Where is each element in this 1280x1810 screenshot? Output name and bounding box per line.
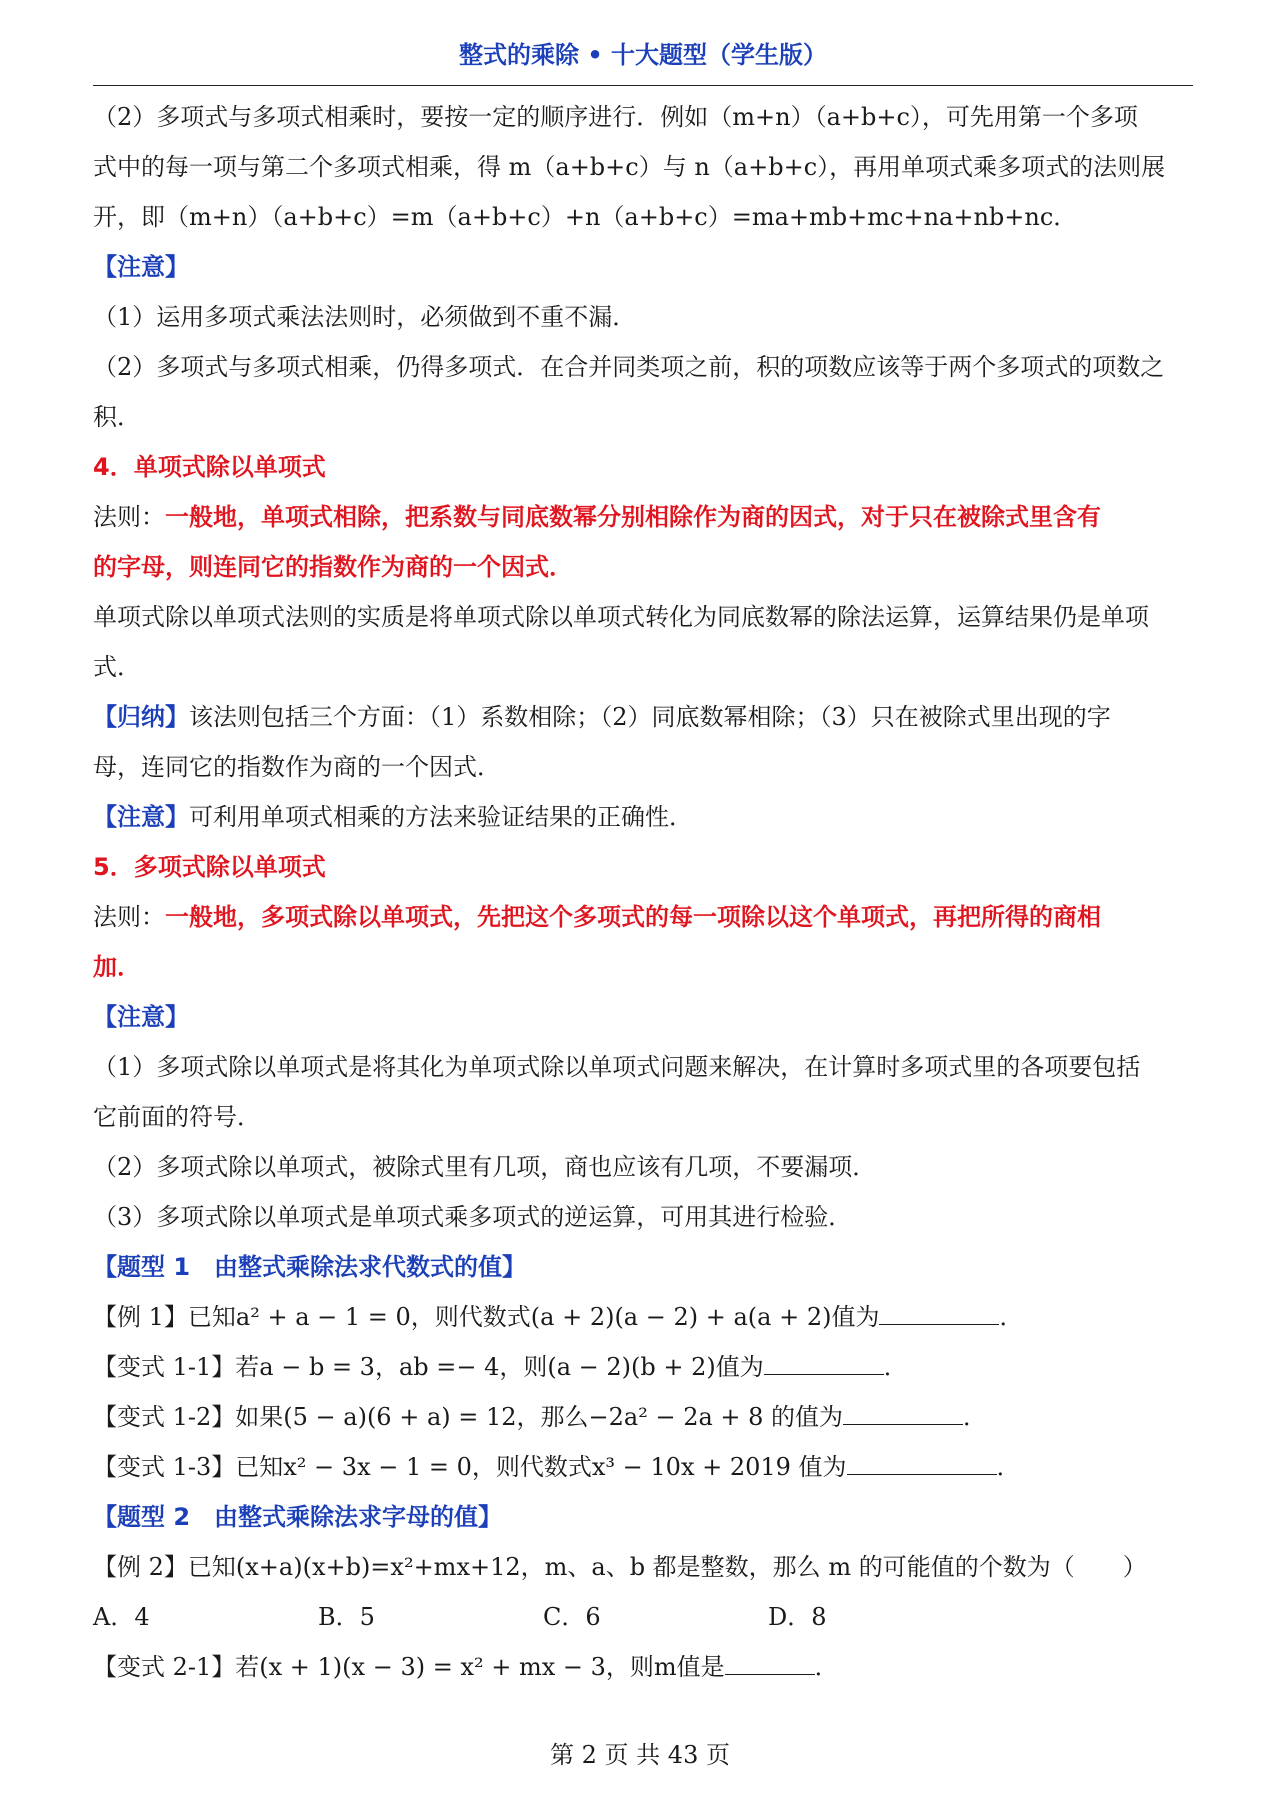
type1-variant-3 (93, 1442, 1193, 1492)
page-header (93, 30, 1193, 86)
page-number: 第 2 页 共 43 页 (550, 1741, 730, 1769)
note1-item-3: 积． (93, 403, 141, 431)
type1-variant-3-text: 【变式 1-3】已知x² − 3x − 1 = 0，则代数式x³ − 10x + 2019 值为 (93, 1453, 847, 1481)
type1-example-text: 【例 1】已知a² + a − 1 = 0，则代数式(a + 2)(a − 2) + a(a + 2)值为 (93, 1303, 880, 1331)
section4-summary-line-2: 母，连同它的指数作为商的一个因式． (93, 753, 501, 781)
section4-essence-line-1: 单项式除以单项式法则的实质是将单项式除以单项式转化为同底数幂的除法运算，运算结果仍是单项 (93, 603, 1149, 631)
type2-title: 【题型 2 由整式乘除法求字母的值】 (93, 1503, 503, 1531)
type1-variant-2-text: 【变式 1-2】如果(5 − a)(6 + a) = 12，那么−2a² − 2a + 8 的值为 (93, 1403, 844, 1431)
type1-variant-1-text: 【变式 1-1】若a − b = 3，ab =− 4，则(a − 2)(b + 2)值为 (93, 1353, 764, 1381)
type2-example: 【例 2】已知(x+a)(x+b)=x²+mx+12，m、a、b 都是整数，那么 m 的可能值的个数为（ ） (93, 1553, 1147, 1581)
answer-blank (764, 1344, 884, 1375)
period: ． (996, 1453, 1021, 1481)
period: ． (963, 1403, 988, 1431)
choice-c: C．6 (543, 1603, 601, 1631)
section4-essence-line-2: 式． (93, 653, 141, 681)
section5-note-4: （3）多项式除以单项式是单项式乘多项式的逆运算，可用其进行检验． (93, 1203, 853, 1231)
section4-rule-label: 法则： (93, 503, 165, 531)
section5-note-2: 它前面的符号． (93, 1103, 261, 1131)
note-tag-3: 【注意】 (93, 1003, 189, 1031)
summary-text: 该法则包括三个方面：（1）系数相除；（2）同底数幂相除；（3）只在被除式里出现的字 (189, 703, 1111, 731)
section4-rule-text: 一般地，单项式相除，把系数与同底数幂分别相除作为商的因式，对于只在被除式里含有 (165, 503, 1101, 531)
note-tag-1: 【注意】 (93, 253, 189, 281)
document-body (93, 92, 1193, 1692)
section4-note (93, 792, 1193, 842)
note1-item-2: （2）多项式与多项式相乘，仍得多项式．在合并同类项之前，积的项数应该等于两个多项式的项数之 (93, 353, 1165, 381)
type1-example (93, 1292, 1193, 1342)
multi-poly-line-1: （2）多项式与多项式相乘时，要按一定的顺序进行．例如（m+n）（a+b+c），可先用第一个多项 (93, 103, 1138, 131)
header-title: 整式的乘除 • 十大题型（学生版） (458, 41, 828, 69)
type1-variant-1 (93, 1342, 1193, 1392)
type1-title: 【题型 1 由整式乘除法求代数式的值】 (93, 1253, 527, 1281)
section5-note-3: （2）多项式除以单项式，被除式里有几项，商也应该有几项，不要漏项． (93, 1153, 877, 1181)
period: ． (999, 1303, 1024, 1331)
section4-rule-line-1 (93, 492, 1193, 542)
answer-blank (847, 1444, 997, 1475)
type2-variant-1 (93, 1642, 1193, 1692)
section5-rule-label: 法则： (93, 903, 165, 931)
note-tag-2: 【注意】 (93, 803, 189, 831)
section5-rule-line-1 (93, 892, 1193, 942)
note1-item-1: （1）运用多项式乘法法则时，必须做到不重不漏． (93, 303, 637, 331)
answer-blank (879, 1294, 999, 1325)
section5-title: 5．多项式除以单项式 (93, 853, 326, 881)
multi-poly-line-2: 式中的每一项与第二个多项式相乘，得 m（a+b+c）与 n（a+b+c），再用单项式乘多项式的法则展 (93, 153, 1166, 181)
answer-blank (725, 1644, 815, 1675)
period: ． (814, 1653, 839, 1681)
type2-variant-1-text: 【变式 2-1】若(x + 1)(x − 3) = x² + mx − 3，则m值是 (93, 1653, 725, 1681)
type1-variant-2 (93, 1392, 1193, 1442)
answer-blank (843, 1394, 963, 1425)
summary-tag: 【归纳】 (93, 703, 189, 731)
section4-title: 4．单项式除以单项式 (93, 453, 326, 481)
choice-a: A．4 (93, 1603, 150, 1631)
choice-d: D．8 (768, 1603, 827, 1631)
period: ． (883, 1353, 908, 1381)
section5-rule-text: 一般地，多项式除以单项式，先把这个多项式的每一项除以这个单项式，再把所得的商相 (165, 903, 1101, 931)
page-footer (0, 1737, 1280, 1773)
section5-note-1: （1）多项式除以单项式是将其化为单项式除以单项式问题来解决，在计算时多项式里的各项要包括 (93, 1053, 1141, 1081)
choices-row (93, 1592, 1193, 1642)
section5-rule-line-2: 加． (93, 953, 141, 981)
section4-rule-line-2: 的字母，则连同它的指数作为商的一个因式． (93, 553, 573, 581)
section4-note-text: 可利用单项式相乘的方法来验证结果的正确性． (189, 803, 693, 831)
multi-poly-line-3: 开，即（m+n）（a+b+c）=m（a+b+c）+n（a+b+c）=ma+mb+mc+na+nb+nc． (93, 203, 1078, 231)
choice-b: B．5 (318, 1603, 375, 1631)
section4-summary-line-1 (93, 692, 1193, 742)
